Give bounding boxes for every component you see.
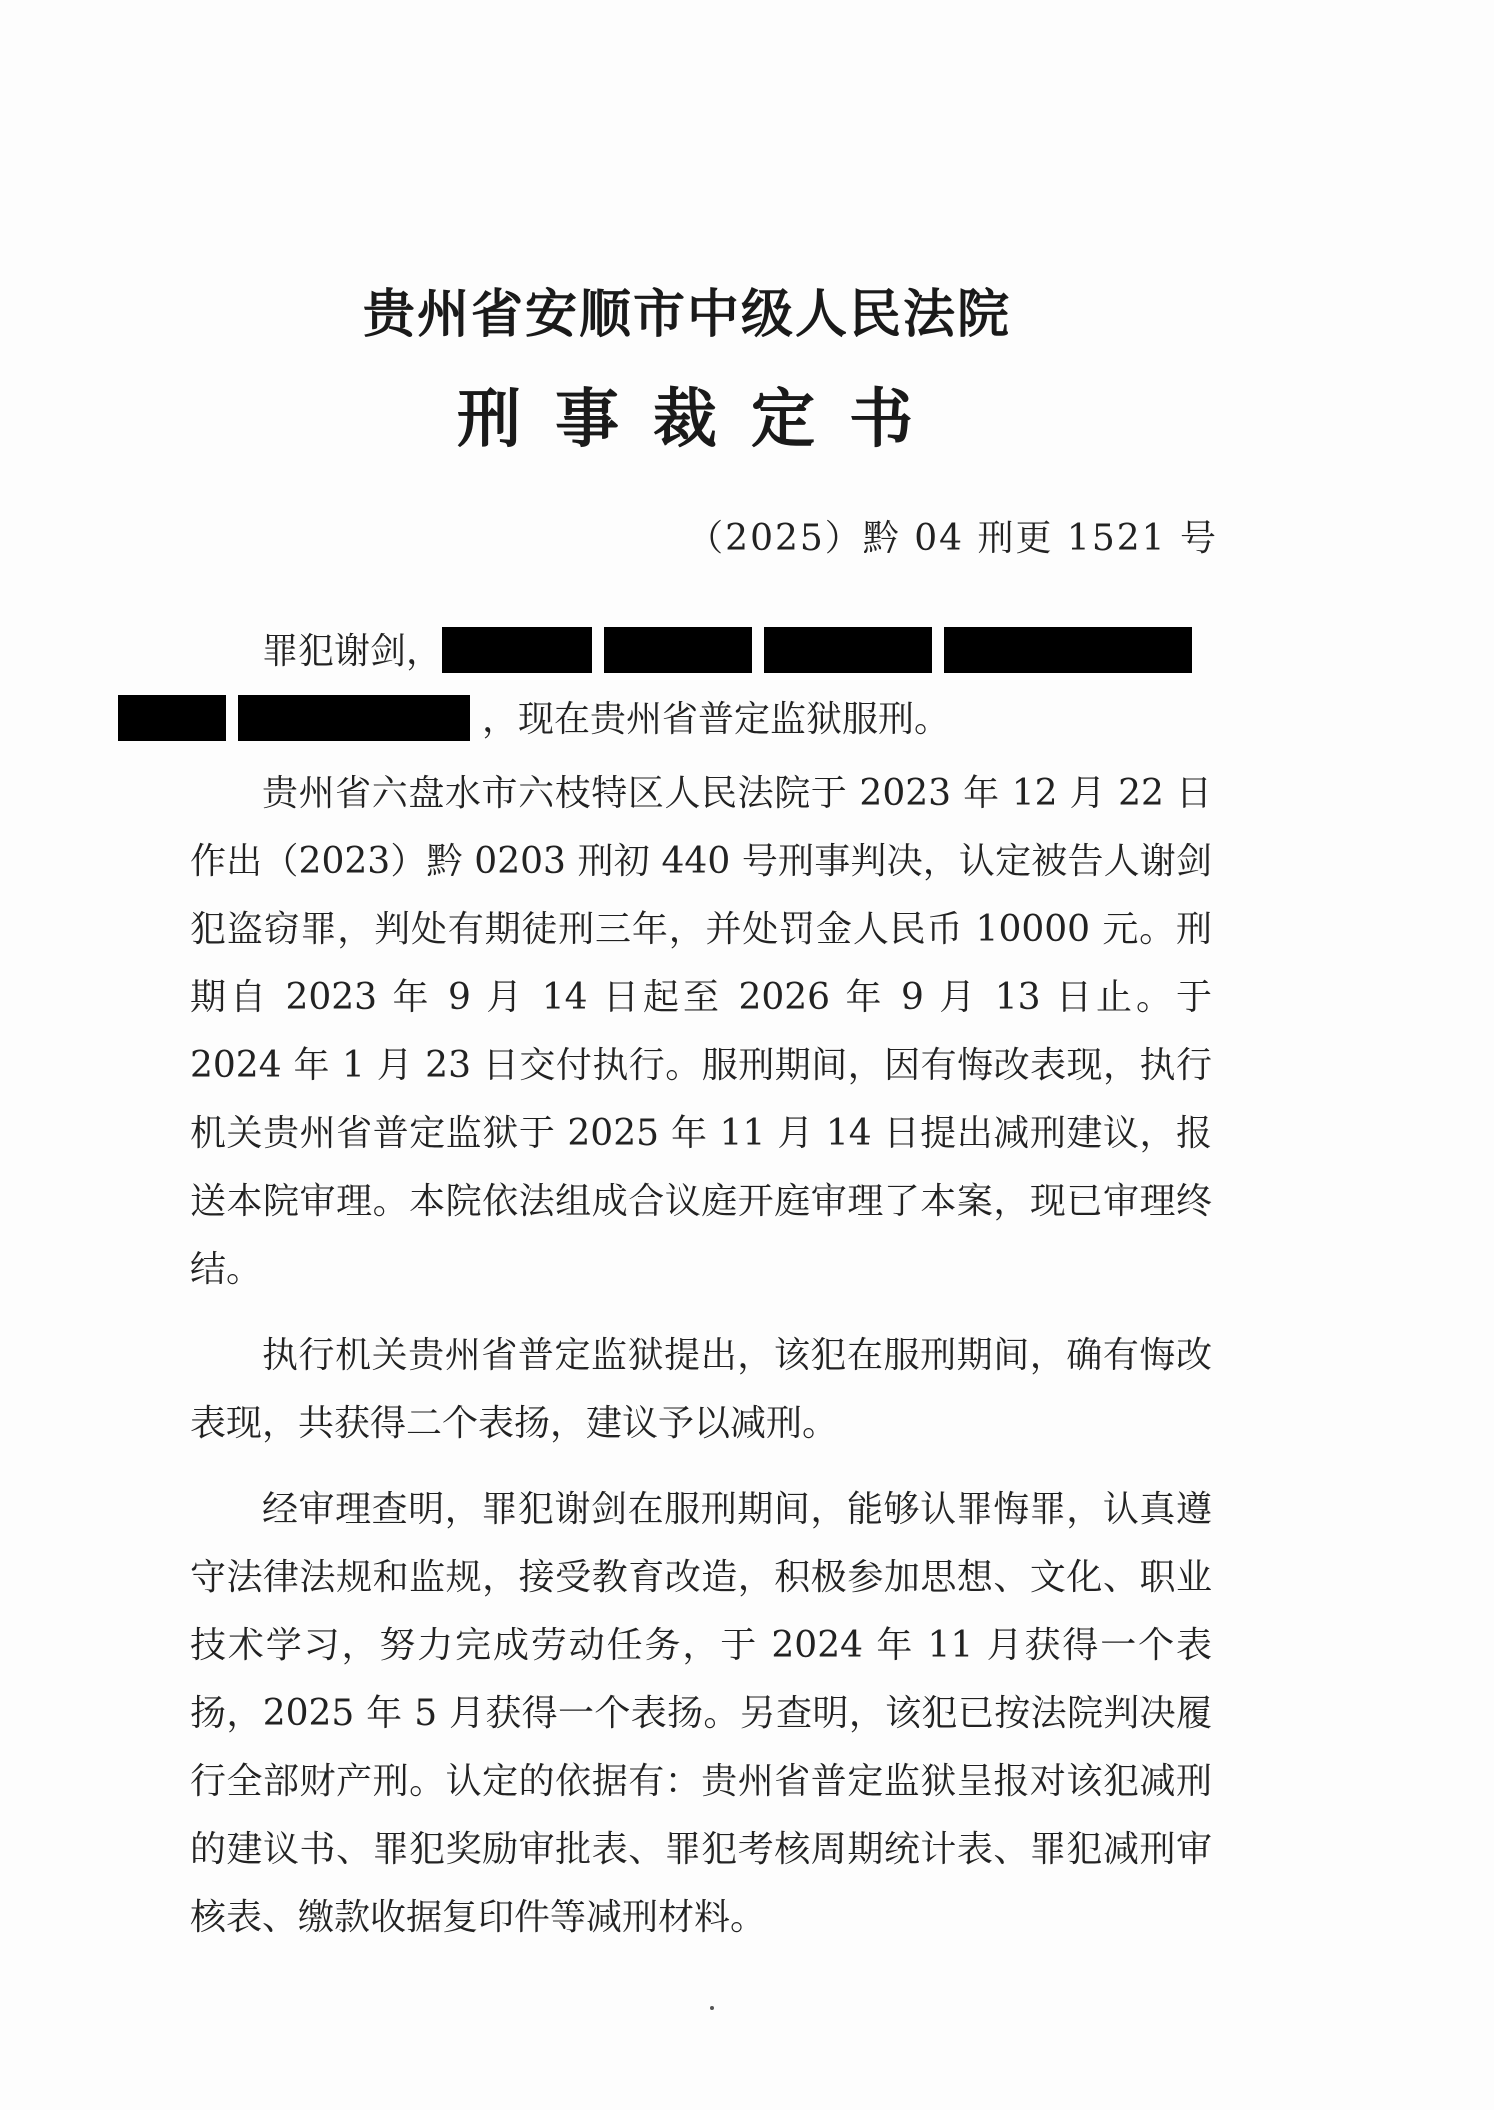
redaction-block	[118, 695, 226, 741]
redaction-block	[442, 627, 592, 673]
redaction-block	[764, 627, 932, 673]
redaction-block	[238, 695, 470, 741]
defendant-prison: ，现在贵州省普定监狱服刑。	[482, 699, 951, 740]
paragraph-proposal: 执行机关贵州省普定监狱提出，该犯在服刑期间，确有悔改表现，共获得二个表扬，建议予以减刑。	[190, 1335, 1212, 1444]
court-name: 贵州省安顺市中级人民法院	[362, 285, 1011, 345]
paragraph-defendant	[190, 618, 1212, 754]
redaction-block	[944, 627, 1192, 673]
document-body	[190, 618, 1212, 1952]
paragraph-findings: 经审理查明，罪犯谢剑在服刑期间，能够认罪悔罪，认真遵守法律法规和监规，接受教育改造，积极参加思想、文化、职业技术学习，努力完成劳动任务，于 2024 年 11 月获得一个表扬，2025 年 5 月获得一个表扬。另查明，该犯已按法院判决履行全部财产刑。认定的依据有：贵州省普定监狱呈报对该犯减刑的建议书、罪犯奖励审批表、罪犯考核周期统计表、罪犯减刑审核表、缴款收据复印件等减刑材料。	[190, 1489, 1212, 1938]
defendant-intro: 罪犯谢剑，	[262, 631, 443, 672]
scan-speck	[710, 2006, 714, 2010]
redaction-block	[604, 627, 752, 673]
paragraph-judgment: 贵州省六盘水市六枝特区人民法院于 2023 年 12 月 22 日作出（2023）黔 0203 刑初 440 号刑事判决，认定被告人谢剑犯盗窃罪，判处有期徒刑三年，并处罚金人民币 10000 元。刑期自 2023 年 9 月 14 日起至 2026 年 9 月 13 日止。于 2024 年 1 月 23 日交付执行。服刑期间，因有悔改表现，执行机关贵州省普定监狱于 2025 年 11 月 14 日提出减刑建议，报送本院审理。本院依法组成合议庭开庭审理了本案，现已审理终结。	[190, 773, 1212, 1290]
case-number: （2025）黔 04 刑更 1521 号	[687, 518, 1218, 559]
document-title: 刑事裁定书	[457, 383, 947, 457]
